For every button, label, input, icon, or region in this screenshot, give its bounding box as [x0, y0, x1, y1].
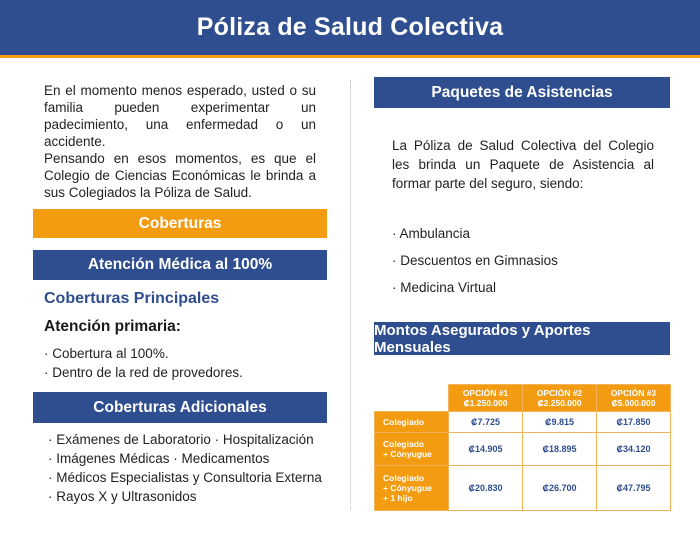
montos-aportes-band: Montos Asegurados y Aportes Mensuales: [374, 322, 670, 355]
option-amount: ₡1.250.000: [463, 398, 508, 408]
list-item: · Descuentos en Gimnasios: [392, 247, 558, 274]
paquetes-list: [392, 220, 558, 301]
option-label: OPCIÓN #1: [462, 388, 509, 398]
list-item: · Médicos Especialistas y Consultoria Externa: [48, 468, 322, 487]
table-row: [375, 466, 671, 511]
paquetes-paragraph: La Póliza de Salud Colectiva del Colegio les brinda un Paquete de Asistencia al formar parte del seguro, siendo:: [392, 138, 654, 191]
table-cell: ₡34.120: [597, 433, 671, 466]
table-cell: ₡20.830: [449, 466, 523, 511]
atencion-medica-band: Atención Médica al 100%: [33, 250, 327, 280]
table-cell: ₡26.700: [523, 466, 597, 511]
coberturas-principales-title: Coberturas Principales: [44, 290, 220, 307]
atencion-primaria-title: Atención primaria:: [44, 318, 181, 335]
option-amount: ₡5.000.000: [611, 398, 656, 408]
table-cell: ₡17.850: [597, 412, 671, 433]
table-header-option-2: [523, 385, 597, 412]
table-cell: ₡18.895: [523, 433, 597, 466]
table-corner: [375, 385, 449, 412]
row-label-line: Colegiado: [383, 473, 425, 483]
table-row: [375, 433, 671, 466]
list-item: · Exámenes de Laboratorio · Hospitalización: [48, 430, 322, 449]
page-title: Póliza de Salud Colectiva: [196, 13, 504, 41]
intro-paragraph-2: Pensando en esos momentos, es que el Colegio de Ciencias Económicas le brinda a sus Colegiados la Póliza de Salud.: [44, 151, 316, 200]
list-item: · Cobertura al 100%.: [44, 344, 243, 363]
table-cell: ₡9.815: [523, 412, 597, 433]
option-label: OPCIÓN #2: [536, 388, 583, 398]
list-item: · Ambulancia: [392, 220, 558, 247]
list-item: · Medicina Virtual: [392, 274, 558, 301]
table-header-option-3: [597, 385, 671, 412]
table-header-option-1: [449, 385, 523, 412]
row-label: [375, 433, 449, 466]
coberturas-adicionales-band: Coberturas Adicionales: [33, 392, 327, 423]
atencion-primaria-list: [44, 344, 243, 382]
paquetes-asistencias-band: Paquetes de Asistencias: [374, 77, 670, 108]
row-label: [375, 466, 449, 511]
row-label-line: Colegiado: [383, 439, 425, 449]
table-cell: ₡14.905: [449, 433, 523, 466]
row-label-line: + Cónyugue: [383, 483, 432, 493]
row-label-line: Colegiado: [383, 417, 425, 427]
intro-paragraph-1: En el momento menos esperado, usted o su familia pueden experimentar un padecimiento, una enfermedad o un accidente.: [44, 83, 316, 149]
list-item: · Rayos X y Ultrasonidos: [48, 487, 322, 506]
coberturas-band: Coberturas: [33, 209, 327, 238]
page-header: [0, 0, 700, 58]
option-label: OPCIÓN #3: [610, 388, 657, 398]
premium-table: [374, 384, 671, 511]
table-row: [375, 412, 671, 433]
row-label-line: + 1 hijo: [383, 493, 413, 503]
table-cell: ₡47.795: [597, 466, 671, 511]
table-cell: ₡7.725: [449, 412, 523, 433]
row-label: [375, 412, 449, 433]
list-item: · Dentro de la red de provedores.: [44, 363, 243, 382]
row-label-line: + Cónyugue: [383, 449, 432, 459]
option-amount: ₡2.250.000: [537, 398, 582, 408]
coberturas-adicionales-list: [48, 430, 322, 506]
list-item: · Imágenes Médicas · Medicamentos: [48, 449, 322, 468]
column-divider: [350, 80, 351, 510]
